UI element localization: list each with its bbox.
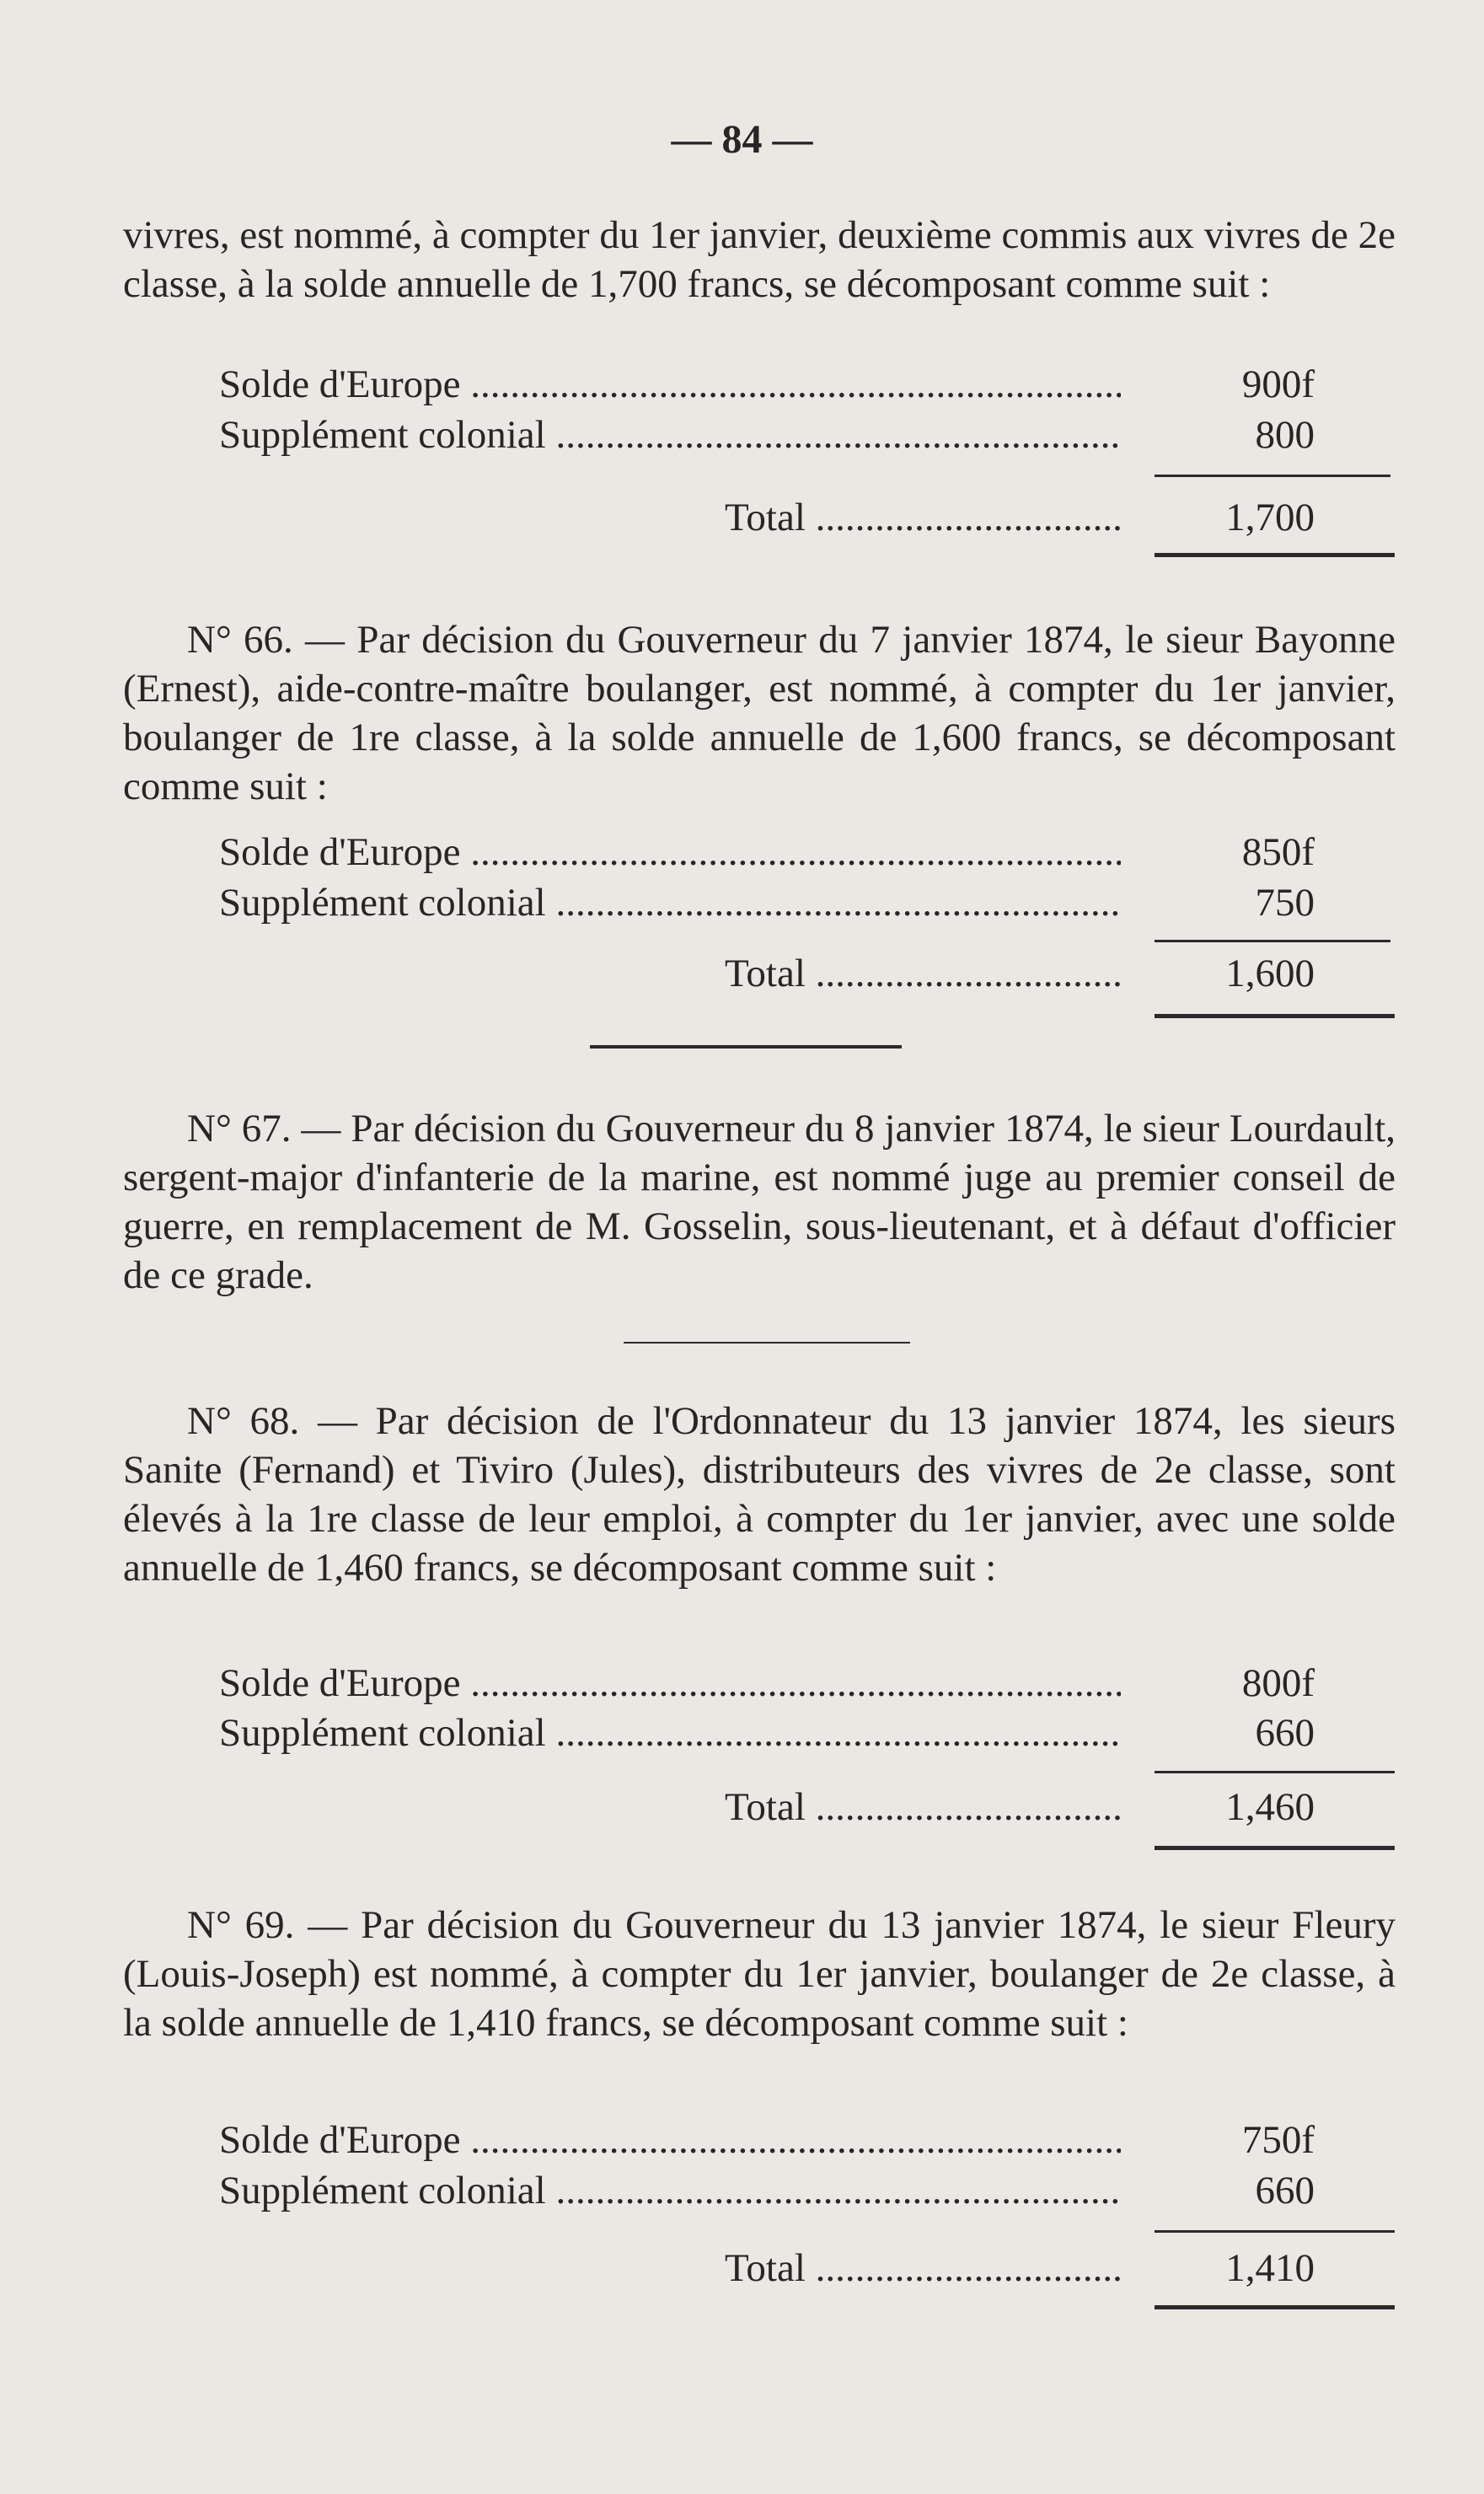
total-label: Total ..... xyxy=(725,1783,1121,1832)
total-underline xyxy=(1155,553,1395,557)
salary-row xyxy=(219,2116,1323,2164)
page-number: — 84 — xyxy=(671,117,813,162)
section-separator xyxy=(624,1342,910,1344)
total-row xyxy=(219,2244,1323,2293)
salary-amount: 900f xyxy=(1138,360,1323,409)
total-amount: 1,460 xyxy=(1138,1783,1323,1832)
salary-row xyxy=(219,878,1323,927)
total-label: Total ..... xyxy=(725,2244,1121,2293)
decision-68-paragraph: N° 68. — Par décision de l'Ordonnateur du 13 janvier 1874, les sieurs Sanite (Fernand) et Tiviro (Jules), distributeurs des vivres de 2e classe, sont élevés à la 1re classe de leur emploi, à compter du 1er janvier, avec une solde annuelle de 1,460 francs, se décomposant comme suit : xyxy=(123,1399,1396,1590)
decision-67-paragraph: N° 67. — Par décision du Gouverneur du 8 janvier 1874, le sieur Lourdault, sergent-major d'infanterie de la marine, est nommé juge au premier conseil de guerre, en remplacement de M. Gosselin, sous-lieutenant, et à défaut d'officier de ce grade. xyxy=(123,1107,1396,1297)
salary-row xyxy=(219,360,1323,409)
salary-row xyxy=(219,410,1323,459)
salary-row xyxy=(219,1708,1323,1757)
total-row xyxy=(219,1783,1323,1832)
total-underline xyxy=(1155,2305,1395,2309)
salary-label: Solde d'Europe ..... xyxy=(219,828,1121,877)
total-amount: 1,700 xyxy=(1138,493,1323,542)
salary-row xyxy=(219,1659,1323,1708)
salary-amount: 800 xyxy=(1138,410,1323,459)
sum-rule xyxy=(1155,2230,1395,2233)
opening-paragraph: vivres, est nommé, à compter du 1er janvier, deuxième commis aux vivres de 2e classe, à la solde annuelle de 1,700 francs, se décomposant comme suit : xyxy=(123,213,1396,306)
salary-label: Supplément colonial ..... xyxy=(219,878,1121,927)
total-amount: 1,410 xyxy=(1138,2244,1323,2293)
decision-66-paragraph: N° 66. — Par décision du Gouverneur du 7 janvier 1874, le sieur Bayonne (Ernest), aide-contre-maître boulanger, est nommé, à compter du 1er janvier, boulanger de 1re classe, à la solde annuelle de 1,600 francs, se décomposant comme suit : xyxy=(123,618,1396,808)
total-row xyxy=(219,949,1323,998)
salary-label: Solde d'Europe ..... xyxy=(219,360,1121,409)
salary-amount: 800f xyxy=(1138,1659,1323,1708)
salary-amount: 750 xyxy=(1138,878,1323,927)
total-label: Total ..... xyxy=(725,949,1121,998)
total-amount: 1,600 xyxy=(1138,949,1323,998)
section-separator xyxy=(590,1045,902,1049)
salary-label: Supplément colonial ..... xyxy=(219,1708,1121,1757)
sum-rule xyxy=(1155,940,1390,942)
salary-row xyxy=(219,828,1323,877)
total-row xyxy=(219,493,1323,542)
salary-amount: 850f xyxy=(1138,828,1323,877)
salary-label: Solde d'Europe ..... xyxy=(219,2116,1121,2164)
total-underline xyxy=(1155,1846,1395,1850)
salary-amount: 750f xyxy=(1138,2116,1323,2164)
sum-rule xyxy=(1155,1771,1395,1773)
sum-rule xyxy=(1155,475,1390,477)
salary-row xyxy=(219,2166,1323,2215)
salary-label: Supplément colonial ..... xyxy=(219,2166,1121,2215)
salary-amount: 660 xyxy=(1138,2166,1323,2215)
salary-label: Solde d'Europe ..... xyxy=(219,1659,1121,1708)
salary-amount: 660 xyxy=(1138,1708,1323,1757)
total-underline xyxy=(1155,1014,1395,1018)
decision-69-paragraph: N° 69. — Par décision du Gouverneur du 13 janvier 1874, le sieur Fleury (Louis-Joseph) est nommé, à compter du 1er janvier, boulanger de 2e classe, à la solde annuelle de 1,410 francs, se décomposant comme suit : xyxy=(123,1903,1396,2045)
salary-label: Supplément colonial ..... xyxy=(219,410,1121,459)
total-label: Total ..... xyxy=(725,493,1121,542)
